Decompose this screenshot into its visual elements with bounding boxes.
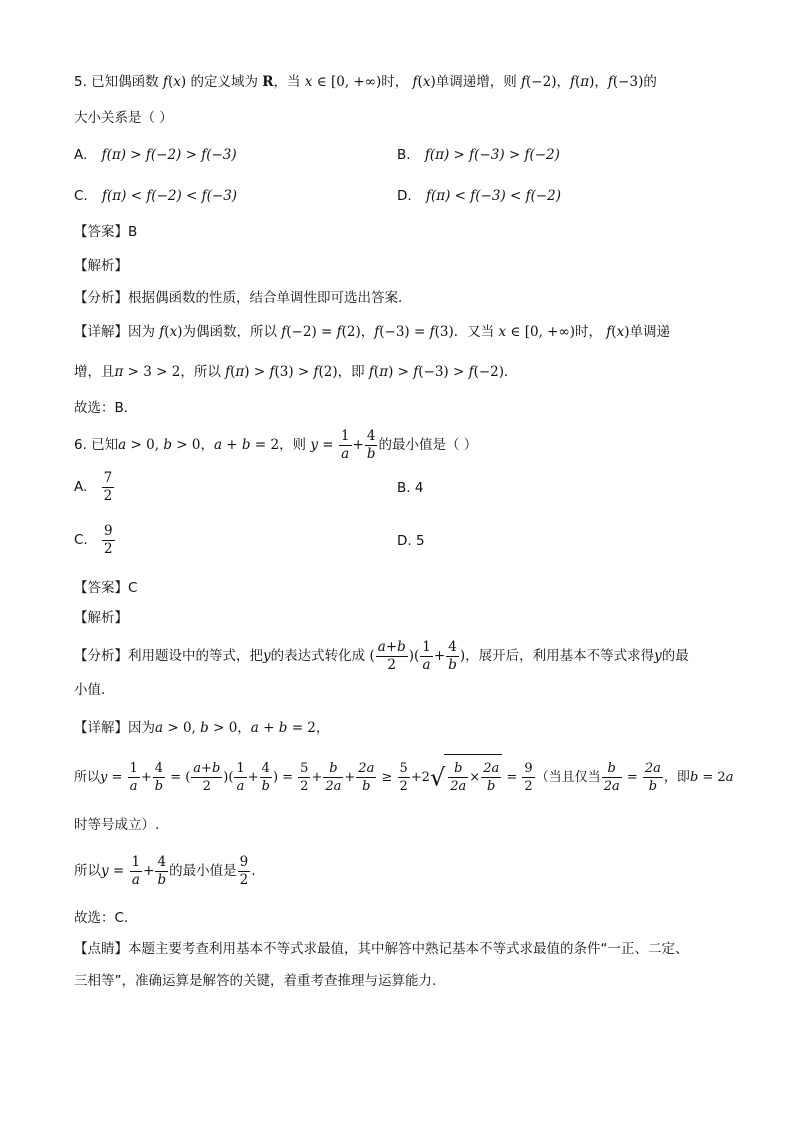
q6-detail-line4: 所以y = $\frac{1}{a}$ + $\frac{4}{b}$ 的最小值是 $\frac{9}{2}$ .: [74, 853, 256, 888]
q5-analysis: 【分析】根据偶函数的性质，结合单调性即可选出答案.: [74, 290, 403, 306]
q5-option-c[interactable]: C. f(π) < f(−2) < f(−3): [74, 188, 238, 204]
q6-answer: 【答案】C: [74, 580, 138, 596]
q6-detail-line2: 所以y = $\frac{1}{a}$ + $\frac{4}{b}$ = ( $\frac{a+b}{2}$ )( $\frac{1}{a}$ + $\frac{4}{b}$ ) = $\frac{5}{2}$ + $\frac{b}{2a}$ + $\frac{2a}{b}$ ≥ $\frac{5}{2}$ +2√ $\frac{b}{2a}$ × $\frac{2a}{b}$ = $\frac{9}{2}$ （当且仅当 $\frac{b}{2a}$ = $\frac{2a}{b}$ ，即b = 2a: [74, 754, 733, 801]
q5-stem-line2: 大小关系是（ ）: [74, 110, 173, 126]
q6-option-a[interactable]: A. $\frac{7}{2}$: [74, 469, 113, 504]
q6-option-c[interactable]: C. $\frac{9}{2}$: [74, 522, 113, 557]
q6-detail-line3: 时等号成立）.: [74, 817, 160, 833]
q6-option-b[interactable]: B. 4: [397, 480, 424, 496]
q5-stem-line1: 5. 已知偶函数 f(x) 的定义域为 R，当 x ∈ [0, +∞)时， f(x)单调递增，则 f(−2)，f(π)，f(−3)的: [74, 74, 657, 90]
q6-detail-line1: 【详解】因为a > 0, b > 0，a + b = 2，: [74, 720, 330, 736]
q5-option-d[interactable]: D. f(π) < f(−3) < f(−2): [397, 188, 562, 204]
q6-conclusion: 故选：C.: [74, 910, 129, 926]
q5-conclusion: 故选：B．: [74, 400, 138, 416]
q5-jiexi: 【解析】: [74, 258, 128, 274]
q6-analysis-line2: 小值.: [74, 682, 106, 698]
q6-option-d[interactable]: D. 5: [397, 533, 425, 549]
q6-analysis-line1: 【分析】利用题设中的等式，把y的表达式转化成 ( $\frac{a+b}{2}$ )( $\frac{1}{a}$ + $\frac{4}{b}$ )，展开后，利用基本不等式求得y的最: [74, 638, 689, 673]
q5-detail-line1: 【详解】因为 f(x)为偶函数，所以 f(−2) = f(2)，f(−3) = f(3)．又当 x ∈ [0, +∞)时， f(x)单调递: [74, 324, 670, 340]
q6-stem: 6. 已知a > 0, b > 0，a + b = 2，则 y = $\frac{1}{a}$ + $\frac{4}{b}$ 的最小值是（ ）: [74, 427, 478, 462]
q5-option-b[interactable]: B. f(π) > f(−3) > f(−2): [397, 147, 560, 163]
q6-comment-line2: 三相等”，准确运算是解答的关键，着重考查推理与运算能力.: [74, 973, 437, 989]
q5-answer: 【答案】B: [74, 224, 138, 240]
q6-comment-line1: 【点睛】本题主要考查利用基本不等式求最值，其中解答中熟记基本不等式求最值的条件“一正、二定、: [74, 941, 689, 957]
q5-detail-line2: 增，且π > 3 > 2，所以 f(π) > f(3) > f(2)，即 f(π) > f(−3) > f(−2)．: [74, 364, 518, 380]
q6-jiexi: 【解析】: [74, 610, 128, 626]
q5-option-a[interactable]: A. f(π) > f(−2) > f(−3): [74, 147, 237, 163]
